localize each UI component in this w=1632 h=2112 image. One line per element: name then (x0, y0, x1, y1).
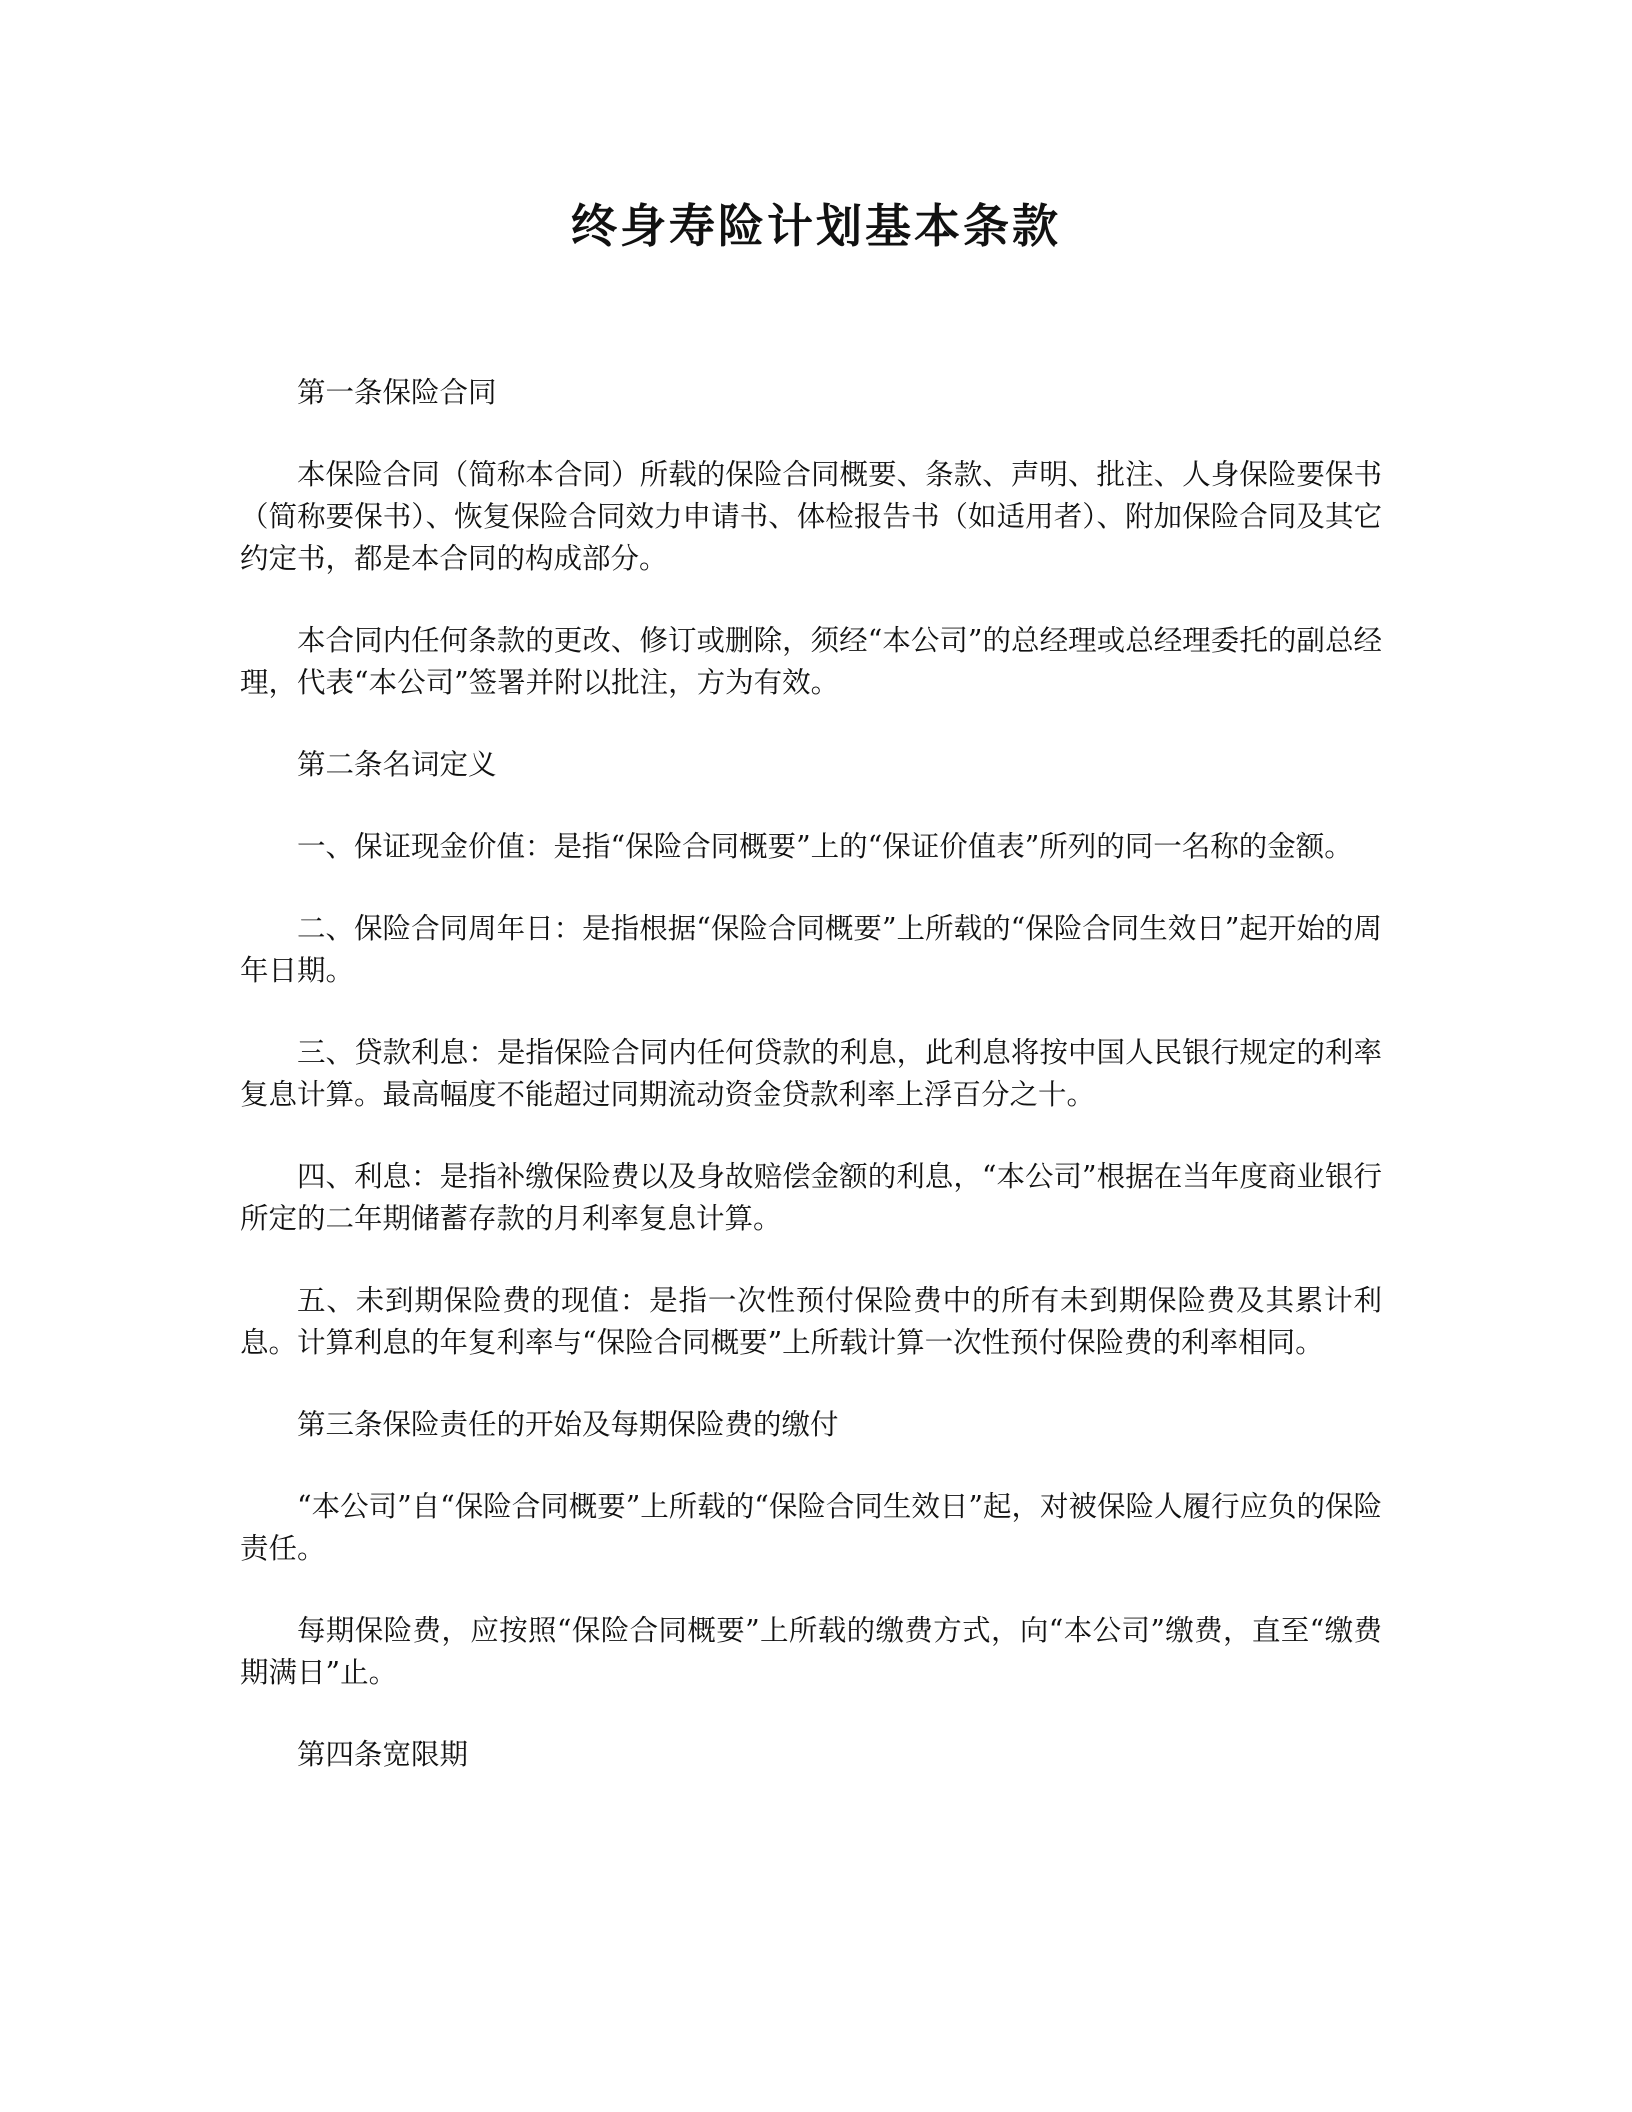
document-body (240, 372, 1382, 1816)
paragraph: 三、贷款利息：是指保险合同内任何贷款的利息，此利息将按中国人民银行规定的利率复息计算。最高幅度不能超过同期流动资金贷款利率上浮百分之十。 (240, 1036, 1382, 1111)
section-heading-1: 第一条保险合同 (297, 376, 497, 409)
paragraph: 二、保险合同周年日：是指根据“保险合同概要”上所载的“保险合同生效日”起开始的周年日期。 (240, 912, 1382, 987)
paragraph: “本公司”自“保险合同概要”上所载的“保险合同生效日”起，对被保险人履行应负的保险责任。 (240, 1490, 1382, 1565)
section-heading-4: 第四条宽限期 (297, 1738, 469, 1771)
paragraph: 本保险合同（简称本合同）所载的保险合同概要、条款、声明、批注、人身保险要保书（简称要保书）、恢复保险合同效力申请书、体检报告书（如适用者）、附加保险合同及其它约定书，都是本合同的构成部分。 (240, 458, 1382, 575)
section-heading-3: 第三条保险责任的开始及每期保险费的缴付 (297, 1408, 839, 1441)
section-heading-2: 第二条名词定义 (297, 748, 497, 781)
paragraph: 四、利息：是指补缴保险费以及身故赔偿金额的利息，“本公司”根据在当年度商业银行所定的二年期储蓄存款的月利率复息计算。 (240, 1160, 1382, 1235)
paragraph: 本合同内任何条款的更改、修订或删除，须经“本公司”的总经理或总经理委托的副总经理，代表“本公司”签署并附以批注，方为有效。 (240, 624, 1382, 699)
paragraph: 五、未到期保险费的现值：是指一次性预付保险费中的所有未到期保险费及其累计利息。计算利息的年复利率与“保险合同概要”上所载计算一次性预付保险费的利率相同。 (240, 1284, 1382, 1359)
document-title: 终身寿险计划基本条款 (571, 199, 1061, 253)
paragraph: 每期保险费，应按照“保险合同概要”上所载的缴费方式，向“本公司”缴费，直至“缴费期满日”止。 (240, 1614, 1382, 1689)
paragraph: 一、保证现金价值：是指“保险合同概要”上的“保证价值表”所列的同一名称的金额。 (297, 830, 1353, 863)
